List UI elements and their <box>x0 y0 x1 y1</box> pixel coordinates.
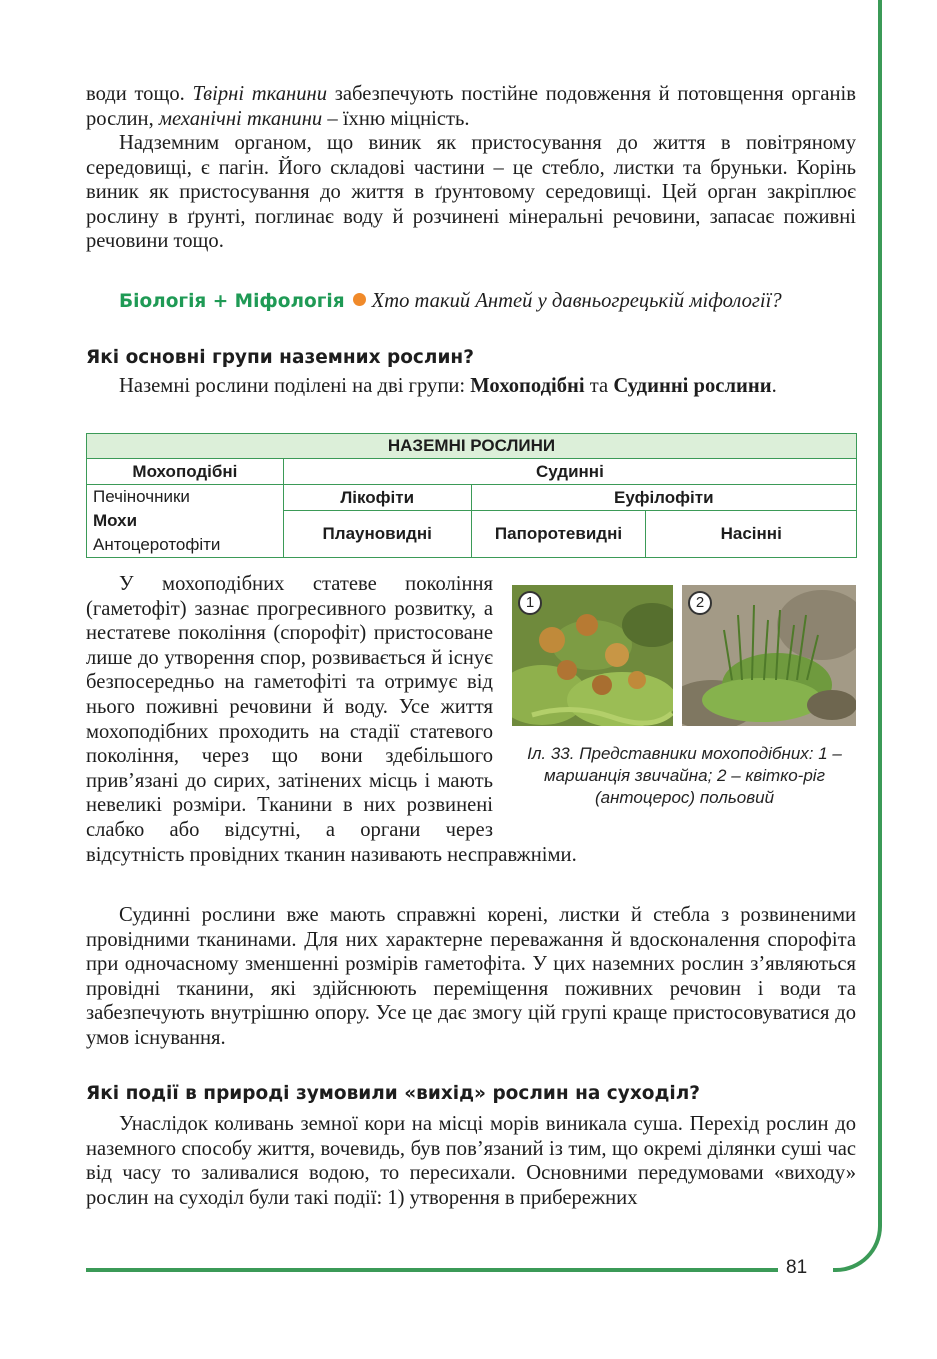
table-title: НАЗЕМНІ РОСЛИНИ <box>87 434 857 459</box>
table-group-vascular: Судинні <box>283 459 856 485</box>
paragraph-tissues: води тощо. Твірні тканини забезпечують постійне подовження й потовщення органів рослин, механічні тканини – їхню міцність. <box>86 83 856 130</box>
paragraph-land-transition: Унаслідок коливань земної кори на місці морів виникала суша. Перехід рослин до наземного способу життя, вочевидь, був пов’язаний із тим, що окремі ділянки суші час від часу то заливалися водою, то пересихали. Основними передумовами «виходу» рослин на суходіл були такі події: 1) утворення в прибережних <box>86 1113 856 1209</box>
figure-badge-1: 1 <box>518 591 542 615</box>
table-moss-list <box>87 485 284 558</box>
section-heading-land: Які події в природі зумовили «вихід» рослин на суходіл? <box>86 1083 701 1104</box>
table-group-moss: Мохоподібні <box>87 459 284 485</box>
page-edge-rule <box>878 0 882 1215</box>
moss-item-mosses: Мохи <box>93 511 138 530</box>
section-heading-groups: Які основні групи наземних рослин? <box>86 347 474 368</box>
moss-item-hornworts: Антоцеротофіти <box>93 535 221 554</box>
term-mechanical: механічні тканини <box>158 107 323 130</box>
term-meristem: Твірні тканини <box>192 83 328 105</box>
table-ferns: Папоротевидні <box>471 511 646 558</box>
table-seed-plants: Насінні <box>646 511 857 558</box>
plant-classification-table <box>86 433 857 558</box>
page-number: 81 <box>786 1257 808 1278</box>
bio-myth-question: Хто такий Антей у давньогрецькій міфології? <box>371 290 782 312</box>
paragraph-two-groups: Наземні рослини поділені на дві групи: Мохоподібні та Судинні рослини. <box>119 375 777 397</box>
bio-myth-label: Біологія + Міфологія <box>119 291 345 312</box>
paragraph-mosses: У мохоподібних статеве покоління (гаметофіт) зазнає прогресивного розвитку, а нестатеве покоління (спорофіт) пристосоване лише до утворення спор, розвивається й існує безпосередньо на гаметофіті та отримує від нього поживні речовини й воду. Усе життя мохоподібних проходить на стадії статевого покоління, через що вони здебільшого прив’язані до сирих, затінених місць і мають невеликі розміри. Тканини в них розвинені слабко або відсутні, а органи через відсутність провідних тканин називають несправжніми. <box>86 573 577 866</box>
orange-bullet-icon <box>353 293 366 306</box>
table-clubmosses: Плауновидні <box>283 511 471 558</box>
table-euphyllophytes: Еуфілофіти <box>471 485 856 511</box>
table-lycophytes: Лікофіти <box>283 485 471 511</box>
page-corner-rule <box>833 1202 882 1272</box>
footer-rule <box>86 1268 778 1272</box>
moss-item-liverworts: Печіночники <box>93 487 190 506</box>
figure-caption: Іл. 33. Представники мохоподібних: 1 – маршанція звичайна; 2 – квітко-ріг (антоцерос) польовий <box>527 744 842 807</box>
paragraph-shoot-root: Надземним органом, що виник як пристосування до життя в повітряному середовищі, є пагін. Його складові частини – це стебло, листки та бруньки. Корінь виник як пристосування до життя в ґрунтовому середовищі. Цей орган закріплює рослину в ґрунті, поглинає воду й розчинені мінеральні речовини, запасає поживні речовини тощо. <box>86 132 856 253</box>
bio-myth-box <box>86 289 856 314</box>
paragraph-vascular: Судинні рослини вже мають справжні корені, листки й стебла з розвиненими провідними тканинами. Для них характерне переважання й вдосконалення спорофіта при одночасному зменшенні розмірів гаметофіта. У цих наземних рослин з’являються провідні тканини, які здійснюють переміщення поживних речовин і води та забезпечують внутрішню опору. Усе це дає змогу цій групі краще пристосовуватися до умов існування. <box>86 904 856 1049</box>
figure-badge-2: 2 <box>688 591 712 615</box>
